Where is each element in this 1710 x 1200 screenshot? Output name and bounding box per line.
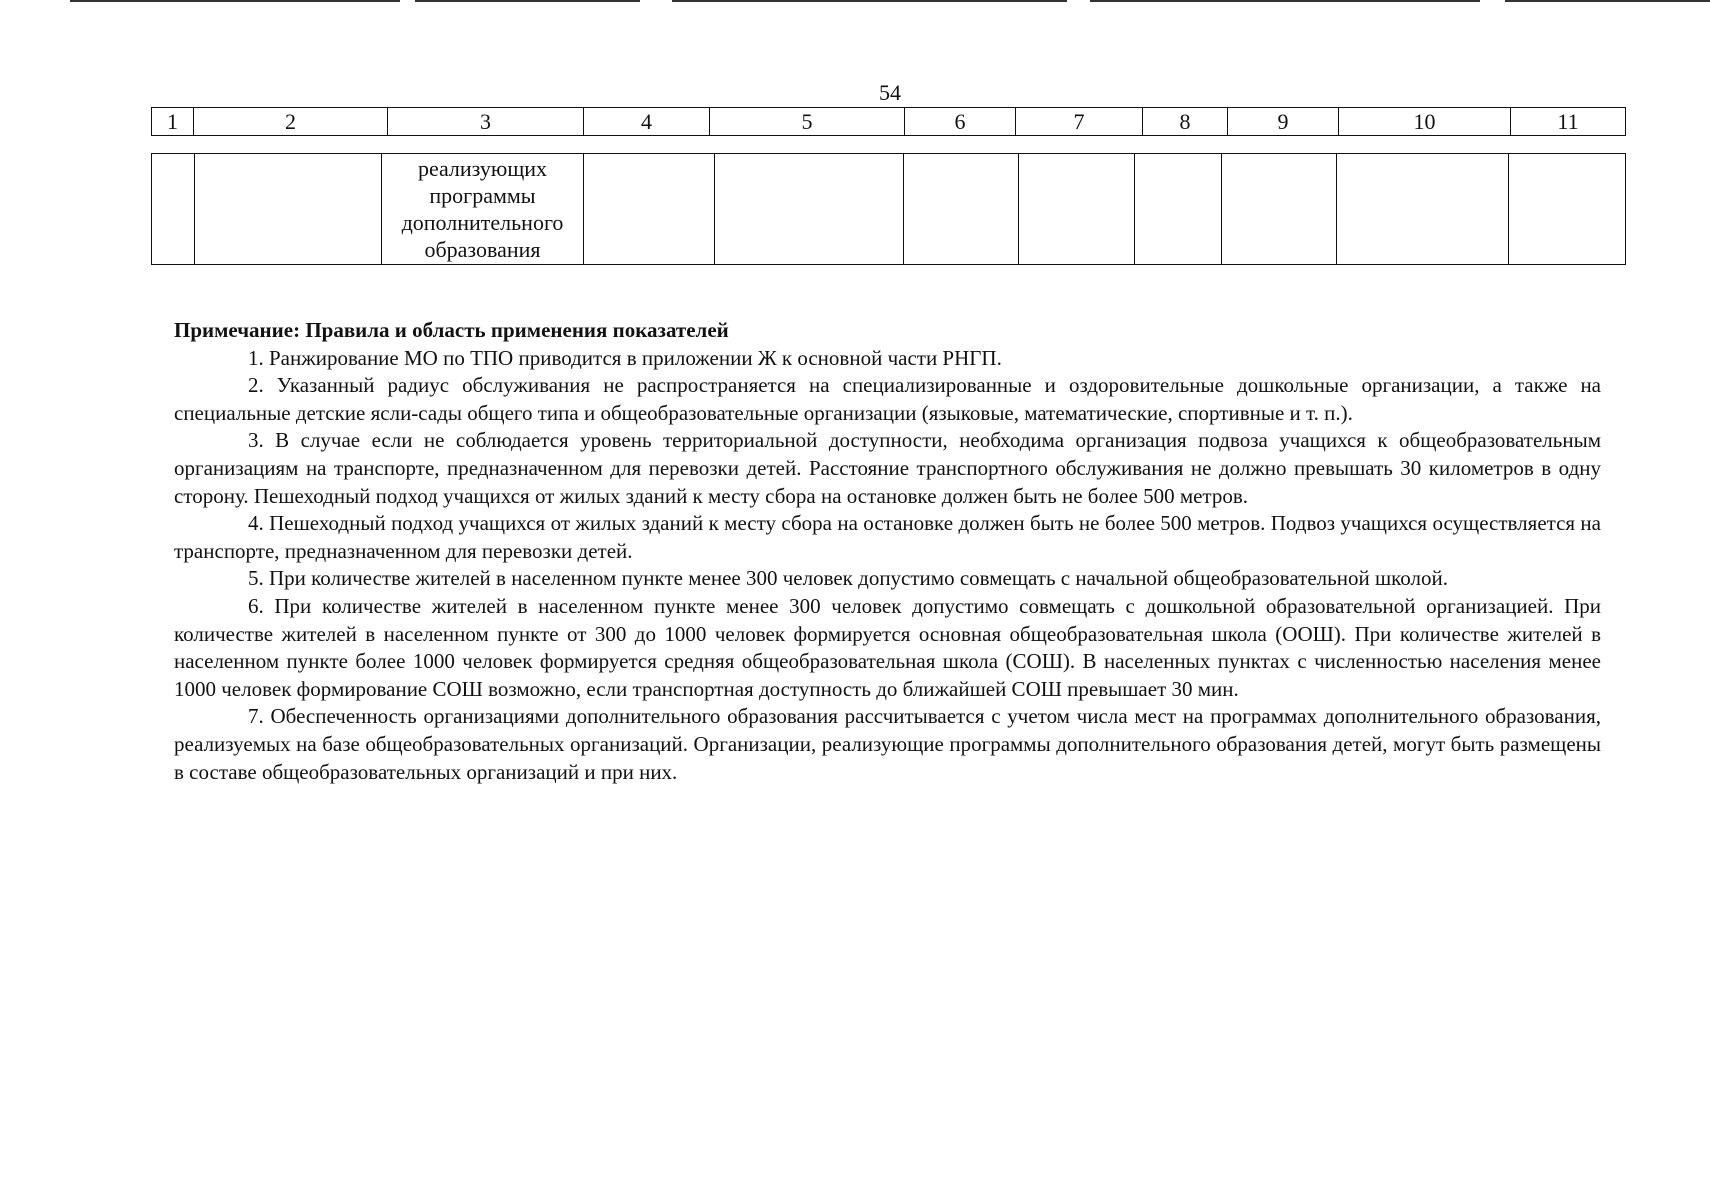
table-cell <box>584 154 715 265</box>
scan-edge-line <box>1505 0 1710 2</box>
scan-edge-line <box>1090 0 1480 2</box>
table-cell <box>195 154 382 265</box>
column-number-header-table <box>151 107 1626 136</box>
page-number: 54 <box>879 80 901 105</box>
column-number-cell: 10 <box>1339 108 1511 136</box>
notes-section <box>174 317 1601 786</box>
data-table <box>151 153 1626 265</box>
notes-title: Примечание: Правила и область применения показателей <box>174 318 729 342</box>
note-item: 7. Обеспеченность организациями дополнительного образования рассчитывается с учетом числа мест на программах дополнительного образования, реализуемых на базе общеобразовательных организаций. Организации, реализующие программы дополнительного образования детей, могут быть размещены в составе общеобразовательных организаций и при них. <box>174 704 1601 784</box>
table-cell <box>1337 154 1509 265</box>
scan-edge-line <box>70 0 400 2</box>
column-number-cell: 4 <box>584 108 710 136</box>
column-number-cell: 3 <box>388 108 584 136</box>
table-cell-program-text: реализующих программы дополнительного образования <box>382 154 584 265</box>
note-item: 6. При количестве жителей в населенном пункте менее 300 человек допустимо совмещать с дошкольной образовательной организацией. При количестве жителей в населенном пункте от 300 до 1000 человек формируется основная общеобразовательная школа (ООШ). При количестве жителей в населенном пункте более 1000 человек формируется средняя общеобразовательная школа (СОШ). В населенных пунктах с численностью населения менее 1000 человек формирование СОШ возможно, если транспортная доступность до ближайшей СОШ превышает 30 мин. <box>174 593 1601 701</box>
column-number-cell: 6 <box>905 108 1016 136</box>
column-number-cell: 7 <box>1016 108 1143 136</box>
scan-edge-line <box>415 0 640 2</box>
table-cell <box>1019 154 1135 265</box>
table-cell <box>1222 154 1337 265</box>
note-item: 2. Указанный радиус обслуживания не распространяется на специализированные и оздоровительные дошкольные организации, а также на специальные детские ясли-сады общего типа и общеобразовательные организации (языковые, математические, спортивные и т. п.). <box>174 373 1601 425</box>
column-number-cell: 9 <box>1228 108 1339 136</box>
column-number-cell: 5 <box>710 108 905 136</box>
table-cell <box>152 154 195 265</box>
column-number-cell: 11 <box>1511 108 1626 136</box>
column-number-cell: 2 <box>194 108 388 136</box>
table-cell <box>904 154 1019 265</box>
table-row <box>152 154 1626 265</box>
table-cell <box>1135 154 1222 265</box>
column-number-cell: 8 <box>1143 108 1228 136</box>
note-item: 4. Пешеходный подход учащихся от жилых зданий к месту сбора на остановке должен быть не более 500 метров. Подвоз учащихся осуществляется на транспорте, предназначенном для перевозки детей. <box>174 511 1601 563</box>
note-item: 3. В случае если не соблюдается уровень территориальной доступности, необходима организация подвоза учащихся к общеобразовательным организациям на транспорте, предназначенном для перевозки детей. Расстояние транспортного обслуживания не должно превышать 30 километров в одну сторону. Пешеходный подход учащихся от жилых зданий к месту сбора на остановке должен быть не более 500 метров. <box>174 428 1601 508</box>
note-item: 1. Ранжирование МО по ТПО приводится в приложении Ж к основной части РНГП. <box>248 345 1002 370</box>
scan-edge-line <box>672 0 1067 2</box>
header-row <box>152 108 1626 136</box>
column-number-cell: 1 <box>152 108 194 136</box>
table-cell <box>715 154 904 265</box>
note-item: 5. При количестве жителей в населенном пункте менее 300 человек допустимо совмещать с начальной общеобразовательной школой. <box>248 566 1448 591</box>
table-cell <box>1509 154 1626 265</box>
